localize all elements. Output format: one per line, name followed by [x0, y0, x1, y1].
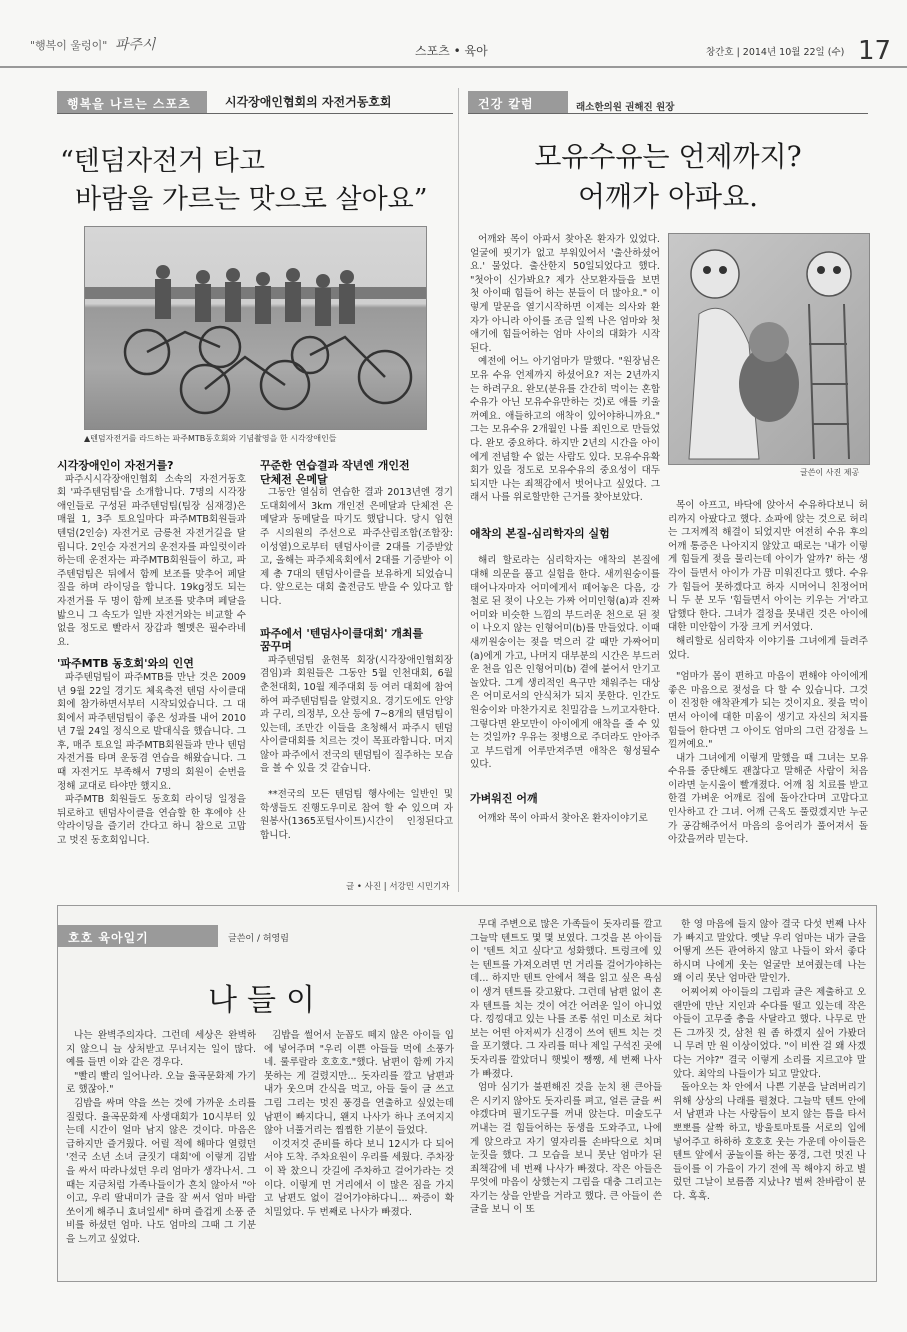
sports-byline: 글 • 사진 | 서강민 시민기자 [346, 882, 450, 892]
health-author: 래소한의원 권해진 원장 [576, 102, 675, 113]
sports-col1-para1: 파주시시각장애인협회 소속의 자전거동호회 '파주텐덤팀'을 소개합니다. 7명의 시각장애인들로 구성된 파주텐덤팀(팀장 심재경)은 매월 1, 3주 토요일마다 파주MTB회원들과 텐덤(2인승) 자전거로 금릉천 자전거길을 달립니다. 2인승 자전거의 운전자를 파일럿이라 하는데 운전자는 파주MTB회원들이 하고, 파주텐덤팀은 뒤에서 함께 보조를 맞추어 페달질을 하며 라이딩을 합니다. 19kg정도 되는 자전거를 두 명이 함께 보조를 맞추며 페달을 밟으니 그 속도가 일반 자전거와는 비교할 수 없을 정도로 빨라서 장갑과 헬멧은 필수라네요. [57, 473, 246, 648]
health-col2-para3: "엄마가 몸이 편하고 마음이 편해야 아이에게 좋은 마음으로 젖성을 다 할 수 있습니다. 그것이 진정한 애착관계가 되는 것이지요. 젖을 먹이면서 아이에 대한 미움이 생기고 자신의 처지를 힘들어 한다면 그 아이도 엄마의 그런 감정을 느낄꺼예요." [668, 671, 868, 751]
parenting-col4-para3: 돌아오는 차 안에서 나쁜 기분을 날려버리기 위해 상상의 나래를 펼쳤다. 그늘막 텐트 안에서 남편과 나는 사랑듬이 보지 않는 틈을 타서 뽀뽀를 살짝 하고, 방울토마토를 서로의 입에 넣어주고 하하하 호호호 웃는 가운데 아이들은 텐트 앞에서 공놀이를 하는 풍경, 그런 멋진 나들이를 이 가을이 가기 전에 꼭 해야지 하고 별렀던 그날이 보름쯤 지났나? 벌써 찬바람이 분다. 흑흑. [673, 1082, 866, 1202]
sports-tag: 행복을 나르는 스포츠 [57, 91, 207, 113]
sports-col1-heading2: '파주MTB 동호회'와의 인연 [57, 657, 194, 671]
sports-col1-para2: 파주텐덤팀이 파주MTB를 만난 것은 2009년 9월 22일 경기도 체육축전 텐덤 사이클대회에 참가하면서부터 시작되었습니다. 그 대회에서 파주텐덤팀이 좋은 성과를 내어 2010년 7월 24일 정식으로 발대식을 했습니다. 그 후, 매주 토요일 파주MTB회원들과 만나 텐덤자전거를 타며 운동겸 연습을 해왔습니다. 그때 자전거도 부족해서 7명의 회원이 순번을 정해 교대로 타야만 했지요. [57, 671, 246, 792]
parenting-col1-para2: "빨리 빨리 일어나라. 오늘 율곡문화제 가기로 했잖아." [66, 1070, 256, 1096]
masthead-slogan: "행복이 울렁이" [30, 39, 108, 52]
monkey-experiment-photo [668, 233, 870, 465]
tandem-photo-art [85, 227, 426, 429]
health-col2-para1: 목이 아프고, 바닥에 앉아서 수유하다보니 허리까지 아팠다고 했다. 쇼파에 앉는 것으로 허리는 그저께적 해결이 되었지만 여전히 수유 후의 어깨 통증은 나아지지 않았고 때로는 '내가 이렇게 힘들게 젖을 물리는데 아이가 알까?' 하는 생각이 들면서 아이가 가끔 미워진다고 했다. 수유가 힘들어 못하겠다고 하자 시머어니 친정어머니 두 분 모두 '힘들면서 아이는 키우는 거'라고 답했다 한다. 그녀가 결정을 못내린 것은 아이에 대한 미안함이 가장 크게 커서였다. [668, 500, 868, 634]
masthead [0, 0, 907, 78]
issue-info: 창간호 | 2014년 10월 22일 (수) [706, 47, 845, 58]
sports-col2-heading1a: 꾸준한 연습결과 작년엔 개인전 [260, 459, 410, 472]
parenting-col4-para2: 어찌어찌 아이들의 그림과 글은 제출하고 오랜만에 만난 지인과 수다를 떨고 있는데 작은 아들이 고무줄 총을 사달라고 했다. 나무로 만든 그까짓 것, 삼천 원 좀 하겠지 싶어 가봤더니 무려 만 원 이상이었다. "이 비싼 걸 왜 사겠다는 거야?" 결국 이렇게 소리를 지르고야 말았다. 최악의 나들이가 되고 말았다. [673, 986, 866, 1080]
sports-col2-note: **전국의 모든 텐덤팀 행사에는 일반인 및 학생들도 진행도우미로 참여 할 수 있으며 자원봉사(1365포털사이트)시간이 인정된다고 합니다. [260, 789, 453, 841]
masthead-logo [30, 34, 155, 54]
health-col1-heading1: 애착의 본질-심리학자의 실험 [470, 526, 610, 540]
parenting-headline: 나들이 [208, 983, 325, 1018]
parenting-tag: 호호 육아일기 [58, 925, 218, 947]
health-header-rule [468, 113, 868, 114]
health-col2-para4: 내가 그녀에게 이렇게 말했을 때 그녀는 모유 수유를 중단해도 괜찮다고 말해준 사람이 처음이라면 눈시울이 빨개졌다. 어깨 침 치료를 받고 한결 가벼운 어깨로 집에 돌아간다며 고맙다고 인사하고 간 그녀. 어깨 근육도 풀렸겠지만 누군가 공감해주어서 마음의 응어리가 풀어져서 돌아갔을꺼라 믿는다. [668, 752, 868, 846]
sports-col2-para2: 파주텐덤팀 윤현목 회장(시각장애인협회장 겸임)과 회원들은 그동안 5월 인천대회, 6월 춘천대회, 10월 제주대회 등 여러 대회에 참여하여 파주텐덤팀을 알렸지요. 경기도에도 안양과 구리, 의정부, 오산 등에 7~8개의 텐덤팀이 있는데, 조만간 이들을 초청해서 파주시 텐덤사이클대회를 치르는 것이 목표라합니다. 머지않아 파주에서 전국의 텐덤팀이 질주하는 모습을 볼 수 있을 것 같습니다. [260, 654, 453, 775]
parenting-col3-para1: 무대 주변으로 많은 가족들이 돗자리를 깔고 그늘막 텐트도 몇 몇 보였다. 그것을 본 아이들이 '텐트 치고 싶다'고 성화했다. 트렁크에 있는 텐트를 가져오려면 먼 거리를 걸어가야하는데... 하지만 텐트 안에서 책을 읽고 싶은 욕심이 생겨 텐트를 갖고왔다. 그런데 남편 없이 혼자 텐트를 치는 것이 여간 어려운 일이 아니었다. 낑낑대고 있는 나를 조롱 섞인 미소로 쳐다보는 어떤 아저씨가 신경이 쓰여 텐트 치는 것을 포기했다. 그 자리를 떠나 제일 구석진 곳에 돗자리를 깔았더니 햇빛이 쨍쨍, 세 번째 나사가 빠졌다. [470, 919, 662, 1080]
health-column-1 [470, 233, 660, 825]
sports-headline [60, 143, 428, 219]
health-col2-para2: 해리할로 심리학자 이야기를 그녀에게 들려주었다. [668, 635, 868, 661]
health-photo-credit: 글쓴이 사진 제공 [800, 468, 860, 477]
health-col1-para1: 어깨와 목이 아파서 찾아온 환자가 있었다. 얼굴에 핏기가 없고 부워있어서 '출산하셨어요.' 물었다. 출산한지 50일되었다고 했다. "첫아이 신가봐요? 제가 산모환자들을 보면 첫 아이때 힘들어 하는 분들이 더 많아요." 이렇게 말문을 열기시작하면 이제는 의사와 환자가 아니라 아이를 조금 일찍 나은 엄마와 첫 애기에 힘들어하는 엄마 사이의 대화가 시작된다. [470, 234, 660, 354]
parenting-col2-para2: 이것저것 준비를 하다 보니 12시가 다 되어서야 도착. 주차요원이 우리를 세웠다. 주차장이 꽉 찼으니 갓길에 주차하고 걸어가라는 것이다. 이렇게 먼 거리에서 이 많은 짐을 가지고 남편도 없이 걸어가야하다니... 짜증이 확 치밀었다. 두 번째로 나사가 빠졌다. [264, 1138, 454, 1218]
health-col1-para2: 예전에 어느 아기엄마가 말했다. "원장님은 모유 수유 언제까지 하셨어요? 저는 2년까지는 하려구요. 완모(분유를 간간히 먹이는 혼합수유가 아닌 모유수유만하는 것)로 애를 키울꺼예요. 애들하고의 애착이 있어야하니까요." 그는 모유수유 2개월인 나를 죄인으로 만들었다. 완모 중요하다. 하지만 2년의 시간을 아이에게 전념할 수 없는 사람도 있다. 모유수유확회가 있을 정도로 모유수유의 중요성이 대두되지만 나는 죄책감에서 벗어나고 싶었다. 그래서 나를 위로할만한 근거를 찾아보았다. [470, 356, 660, 504]
sports-col2-heading2a: 파주에서 '텐덤사이클대회' 개최를 [260, 626, 424, 640]
sports-col1-para3: 파주MTB 회원들도 동호회 라이딩 일정을 뒤로하고 텐덤사이클을 연습할 한 후에야 산악라이딩을 즐기러 간다고 하니 참으로 고맙고 멋진 동호회입니다. [57, 794, 246, 847]
section-title: 스포츠 • 육아 [415, 44, 488, 58]
sports-col1-heading1: 시각장애인이 자전거를? [57, 459, 174, 472]
health-col1-heading2: 가벼워진 어깨 [470, 791, 538, 805]
sports-column-2 [260, 459, 453, 842]
parenting-col2-para1: 김밥을 썰어서 눈꼽도 떼지 않은 아이들 입에 넣어주며 "우리 이쁜 아들들 먹에 소풍가네. 룰루랄라 호호호."했다. 남편이 함께 가지 못하는 게 걸렸지만... 돗자리를 깔고 남편과 내가 웃으며 간식을 먹고, 아들 둘이 글 쓰고 그림 그리는 멋진 풍경을 연출하고 싶었는데 남편이 빠지다니, 왠지 나사가 하나 조여지지 않아 너풀거리는 찜찜한 기분이 들었다. [264, 1030, 454, 1137]
parenting-author: 글쓴이 / 허영림 [228, 934, 289, 944]
sports-headline-line2: 바람을 가르는 맛으로 살아요” [75, 184, 428, 215]
sports-photo-caption: ▲텐덤자전거를 라드하는 파주MTB동호회와 기념촬영을 한 시각장애인들 [84, 434, 337, 443]
parenting-column-2 [264, 1029, 454, 1219]
health-col1-para3: 해리 할로라는 심리학자는 애착의 본질에 대해 의문을 품고 실험을 한다. 새끼원숭이를 태어나자마자 어미에게서 떼어놓은 다음, 강철로 된 젖이 나오는 가짜 어미인형(a)과 진짜어미와 비슷한 느낌의 부드러운 천으로 된 젖이 나오지 않는 인형어미(b)를 만들었다. 이때 새끼원숭이는 젖을 먹으러 갈 때만 가짜어미(a)에게 가고, 나머지 대부분의 시간은 부드러운 천을 입은 인형어미(b) 곁에 붙어서 안기고 놀았다. 그게 생리적인 욕구만 채워주는 대상은 어미로서의 안식처가 되지 못한다. 인간도 원숭이와 마찬가지로 친밀감을 느끼고자한다. 그렇다면 완모만이 아이에게 애착을 줄 수 있는 것일까? 우유는 젖병으로 주더라도 안아주고 부드럽게 어루만져주면 애착은 형성될수 있다. [470, 555, 660, 771]
parenting-column-3 [470, 918, 662, 1217]
sports-column-1 [57, 459, 246, 848]
health-headline-line1: 모유수유는 언제까지? [534, 140, 802, 173]
parenting-column-4 [673, 918, 866, 1203]
masthead-rule [0, 66, 907, 68]
health-tag: 건강 칼럼 [468, 91, 568, 113]
health-column-2 [668, 499, 868, 847]
page-number: 17 [858, 36, 892, 66]
sports-headline-line1: “텐덤자전거 타고 [60, 146, 265, 177]
edition-label: 창간호 [706, 47, 734, 58]
sports-header: 시각장애인협회의 자전거동호회 [225, 95, 392, 109]
parenting-column-1 [66, 1029, 256, 1247]
parenting-col3-para2: 엄마 심기가 불편해진 것을 눈치 챈 큰아들은 시키지 않아도 돗자리를 펴고, 얼른 글을 써야겠다며 필기도구를 꺼내 앉는다. 미술도구 꺼내는 걸 힘들어하는 동생을 도와주고, 나에게 앉으라고 자기 옆자리를 손바닥으로 치며 눈짓을 했다. 그 모습을 보니 못난 엄마가 된 죄책감에 네 번째 나사가 빠졌다. 작은 아들은 무엇에 마음이 상했는지 그림을 대충 그리고는 자기는 상을 안받을 거라고 했다. 큰 아들이 쓴 글을 보니 이 또 [470, 1082, 662, 1216]
monkey-photo-art [669, 234, 869, 464]
sports-col2-para1: 그동안 열심히 연습한 결과 2013년엔 경기도대회에서 3km 개인전 은메달과 단체전 은메달과 동메달을 따기도 했답니다. 당시 임현주 시의원의 주선으로 파주산림조합(조합장: 이성열)으로부터 텐덤사이클 2대를 기증받았고, 올해는 파주체육회에서 2대를 기증받아 이제 총 7대의 텐덤사이클을 보유하게 되었습니다. 앞으로는 대회 출전금도 받을 수 있다고 합니다. [260, 487, 453, 607]
tandem-cyclists-photo [84, 226, 427, 430]
sports-header-rule [57, 113, 453, 114]
column-divider [458, 88, 459, 892]
health-headline [468, 137, 868, 217]
sports-col2-heading1b: 단체전 은메달 [260, 472, 328, 486]
health-col1-para4: 어깨와 목이 아파서 찾아온 환자이야기로 [478, 812, 648, 824]
masthead-logo-text: 파주시 [114, 37, 156, 53]
health-headline-line2: 어깨가 아파요. [577, 180, 759, 213]
health-section-bar [468, 91, 868, 113]
issue-date: 2014년 10월 22일 (수) [742, 47, 845, 58]
parenting-col1-para3: 김밥을 싸며 약을 쓰는 것에 가까운 소리를 질렀다. 율곡문화제 사생대회가 10시부터 있는데 시간이 얼마 남지 않은 것이다. 마음은 급하지만 즐거웠다. 어릴 적에 해마다 열렸던 '전국 소년 소녀 글짓기 대회'에 이렇게 김밥을 싸서 따라나섰던 우리 엄마가 생각나서. 그때는 지금처럼 가족나들이가 흔치 않아서 "아이고, 우리 딸내미가 글을 잘 써서 엄마 바람 쏘이게 해주니 효녀일세" 하며 즐겁게 소풍 준비를 하셨던 엄마. 나도 엄마의 그때 그 기분을 느끼고 싶었다. [66, 1097, 256, 1245]
parenting-col4-para1: 한 영 마음에 들지 않아 결국 다섯 번째 나사가 빠지고 말았다. 옛날 우리 엄마는 내가 글을 어떻게 쓰든 관여하지 않고 나들이 와서 좋다 하시며 나에게 웃는 얼굴만 보여줬는데 나는 왜 이리 못난 엄마란 말인가. [673, 919, 866, 985]
parenting-col1-para1: 나는 완벽주의자다. 그런데 세상은 완벽하지 않으니 늘 상처받고 무너지는 일이 많다. 예를 들면 이와 같은 경우다. [66, 1030, 256, 1069]
sports-section-bar [57, 91, 453, 113]
sports-col2-heading2b: 꿈꾸며 [260, 640, 292, 654]
